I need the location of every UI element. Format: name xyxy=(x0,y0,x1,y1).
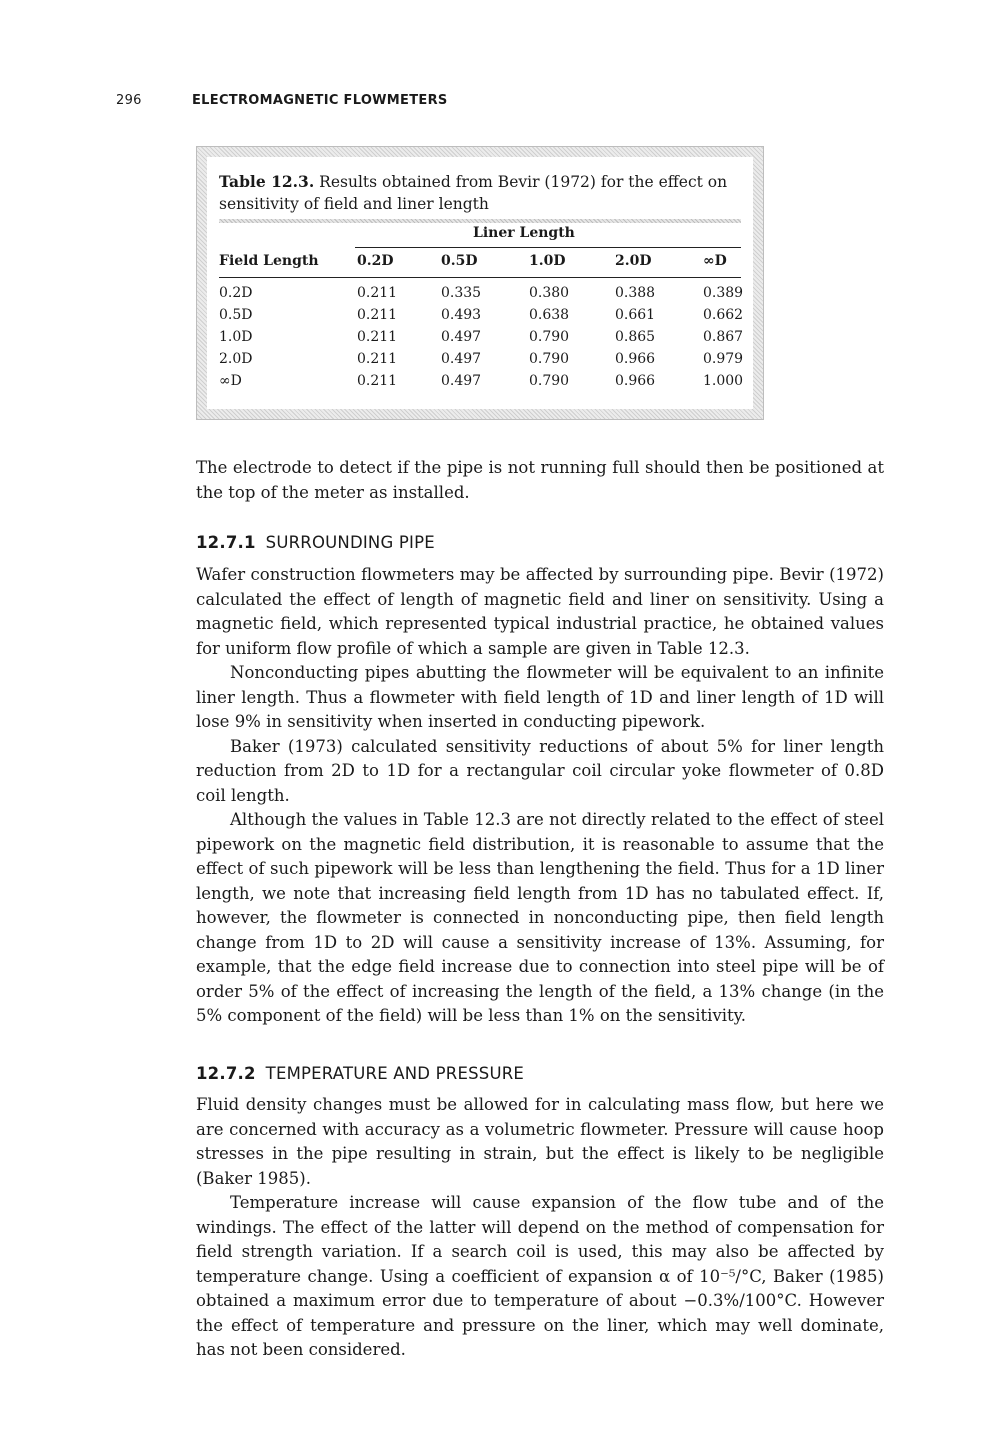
section-number: 12.7.1 xyxy=(196,533,256,552)
table-row xyxy=(219,373,744,395)
table-cell: 0.211 xyxy=(357,351,398,367)
header-rule xyxy=(219,277,741,278)
table-cell: 0.493 xyxy=(441,307,482,323)
row-label: ∞D xyxy=(219,373,242,389)
table-cell: 0.638 xyxy=(529,307,570,323)
paragraph: The electrode to detect if the pipe is not running full should then be positioned at the top of the meter as installed. xyxy=(196,458,884,502)
table-cell: 0.211 xyxy=(357,373,398,389)
column-header: 0.2D xyxy=(357,253,394,269)
table-cell: 0.790 xyxy=(529,373,570,389)
table-caption-text: Results obtained from Bevir (1972) for the effect on sensitivity of field and liner length xyxy=(219,173,728,213)
running-title: ELECTROMAGNETIC FLOWMETERS xyxy=(192,93,448,108)
table-caption-label: Table 12.3. xyxy=(219,172,315,191)
table-cell: 0.497 xyxy=(441,373,482,389)
section-heading xyxy=(196,1064,524,1083)
table-cell: 0.335 xyxy=(441,285,482,301)
table-body xyxy=(207,157,753,409)
group-header-rule xyxy=(355,247,741,248)
section-body xyxy=(196,1093,884,1363)
table-cell: 0.790 xyxy=(529,329,570,345)
table-cell: 0.661 xyxy=(615,307,656,323)
paragraph: Baker (1973) calculated sensitivity reductions of about 5% for liner length reduction from 2D to 1D for a rectangular coil circular yoke flowmeter of 0.8D coil length. xyxy=(196,736,884,805)
table-cell: 1.000 xyxy=(703,373,744,389)
paragraph: Fluid density changes must be allowed for in calculating mass flow, but here we are concerned with accuracy as a volumetric flowmeter. Pressure will cause hoop stresses in the pipe resulting in strain, but the effect is likely to be negligible (Baker 1985). xyxy=(196,1095,884,1188)
section-title: TEMPERATURE AND PRESSURE xyxy=(265,1064,525,1083)
row-label: 1.0D xyxy=(219,329,253,345)
table-cell: 0.497 xyxy=(441,351,482,367)
column-header: 2.0D xyxy=(615,253,652,269)
row-label: 0.2D xyxy=(219,285,253,301)
table-row xyxy=(219,307,744,329)
table-row xyxy=(219,285,744,307)
section-heading xyxy=(196,533,435,552)
table-cell: 0.979 xyxy=(703,351,744,367)
paragraph: Temperature increase will cause expansion of the flow tube and of the windings. The effect of the latter will depend on the method of compensation for field strength variation. If a search coil is used, this may also be affected by temperature change. Using a coefficient of expansion α of 10⁻⁵/°C, Baker (1985) obtained a maximum error due to temperature of about −0.3%/100°C. However the effect of temperature and pressure on the liner, which may well dominate, has not been considered. xyxy=(196,1193,884,1359)
table-cell: 0.497 xyxy=(441,329,482,345)
table-row xyxy=(219,351,744,373)
table-cell: 0.662 xyxy=(703,307,744,323)
table-cell: 0.966 xyxy=(615,351,656,367)
column-header: 1.0D xyxy=(529,253,566,269)
table-cell: 0.211 xyxy=(357,307,398,323)
table-caption xyxy=(219,171,749,215)
column-header: 0.5D xyxy=(441,253,478,269)
table-cell: 0.389 xyxy=(703,285,744,301)
section-number: 12.7.2 xyxy=(196,1064,256,1083)
intro-text xyxy=(196,456,884,505)
column-header-row xyxy=(219,253,741,273)
group-header: Liner Length xyxy=(473,225,575,241)
table-cell: 0.867 xyxy=(703,329,744,345)
running-head xyxy=(116,93,448,108)
table-cell: 0.211 xyxy=(357,329,398,345)
paragraph: Wafer construction flowmeters may be affected by surrounding pipe. Bevir (1972) calculated the effect of length of magnetic field and liner on sensitivity. Using a magnetic field, which represented typical industrial practice, he obtained values for uniform flow profile of which a sample are given in Table 12.3. xyxy=(196,565,884,658)
caption-divider xyxy=(219,219,741,223)
table-frame xyxy=(196,146,764,420)
row-label: 0.5D xyxy=(219,307,253,323)
table-cell: 0.865 xyxy=(615,329,656,345)
paragraph: Nonconducting pipes abutting the flowmeter will be equivalent to an infinite liner length. Thus a flowmeter with field length of 1D and liner length of 1D will lose 9% in sensitivity when inserted in conducting pipework. xyxy=(196,663,884,731)
column-header: ∞D xyxy=(703,253,727,269)
table-row xyxy=(219,329,744,351)
table-cell: 0.380 xyxy=(529,285,570,301)
section-body xyxy=(196,563,884,1029)
table-cell: 0.966 xyxy=(615,373,656,389)
row-label: 2.0D xyxy=(219,351,253,367)
table-cell: 0.388 xyxy=(615,285,656,301)
row-header: Field Length xyxy=(219,253,319,269)
table-cell: 0.211 xyxy=(357,285,398,301)
page-number: 296 xyxy=(116,93,142,108)
paragraph: Although the values in Table 12.3 are not directly related to the effect of steel pipework on the magnetic field distribution, it is reasonable to assume that the effect of such pipework will be less than lengthening the field. Thus for a 1D liner length, we note that increasing field length from 1D has no tabulated effect. If, however, the flowmeter is connected in nonconducting pipe, then field length change from 1D to 2D will cause a sensitivity increase of 13%. Assuming, for example, that the edge field increase due to connection into steel pipe will be of order 5% of the effect of increasing the length of the field, a 13% change (in the 5% component of the field) will be less than 1% on the sensitivity. xyxy=(196,810,884,1025)
section-title: SURROUNDING PIPE xyxy=(265,533,435,552)
table-cell: 0.790 xyxy=(529,351,570,367)
